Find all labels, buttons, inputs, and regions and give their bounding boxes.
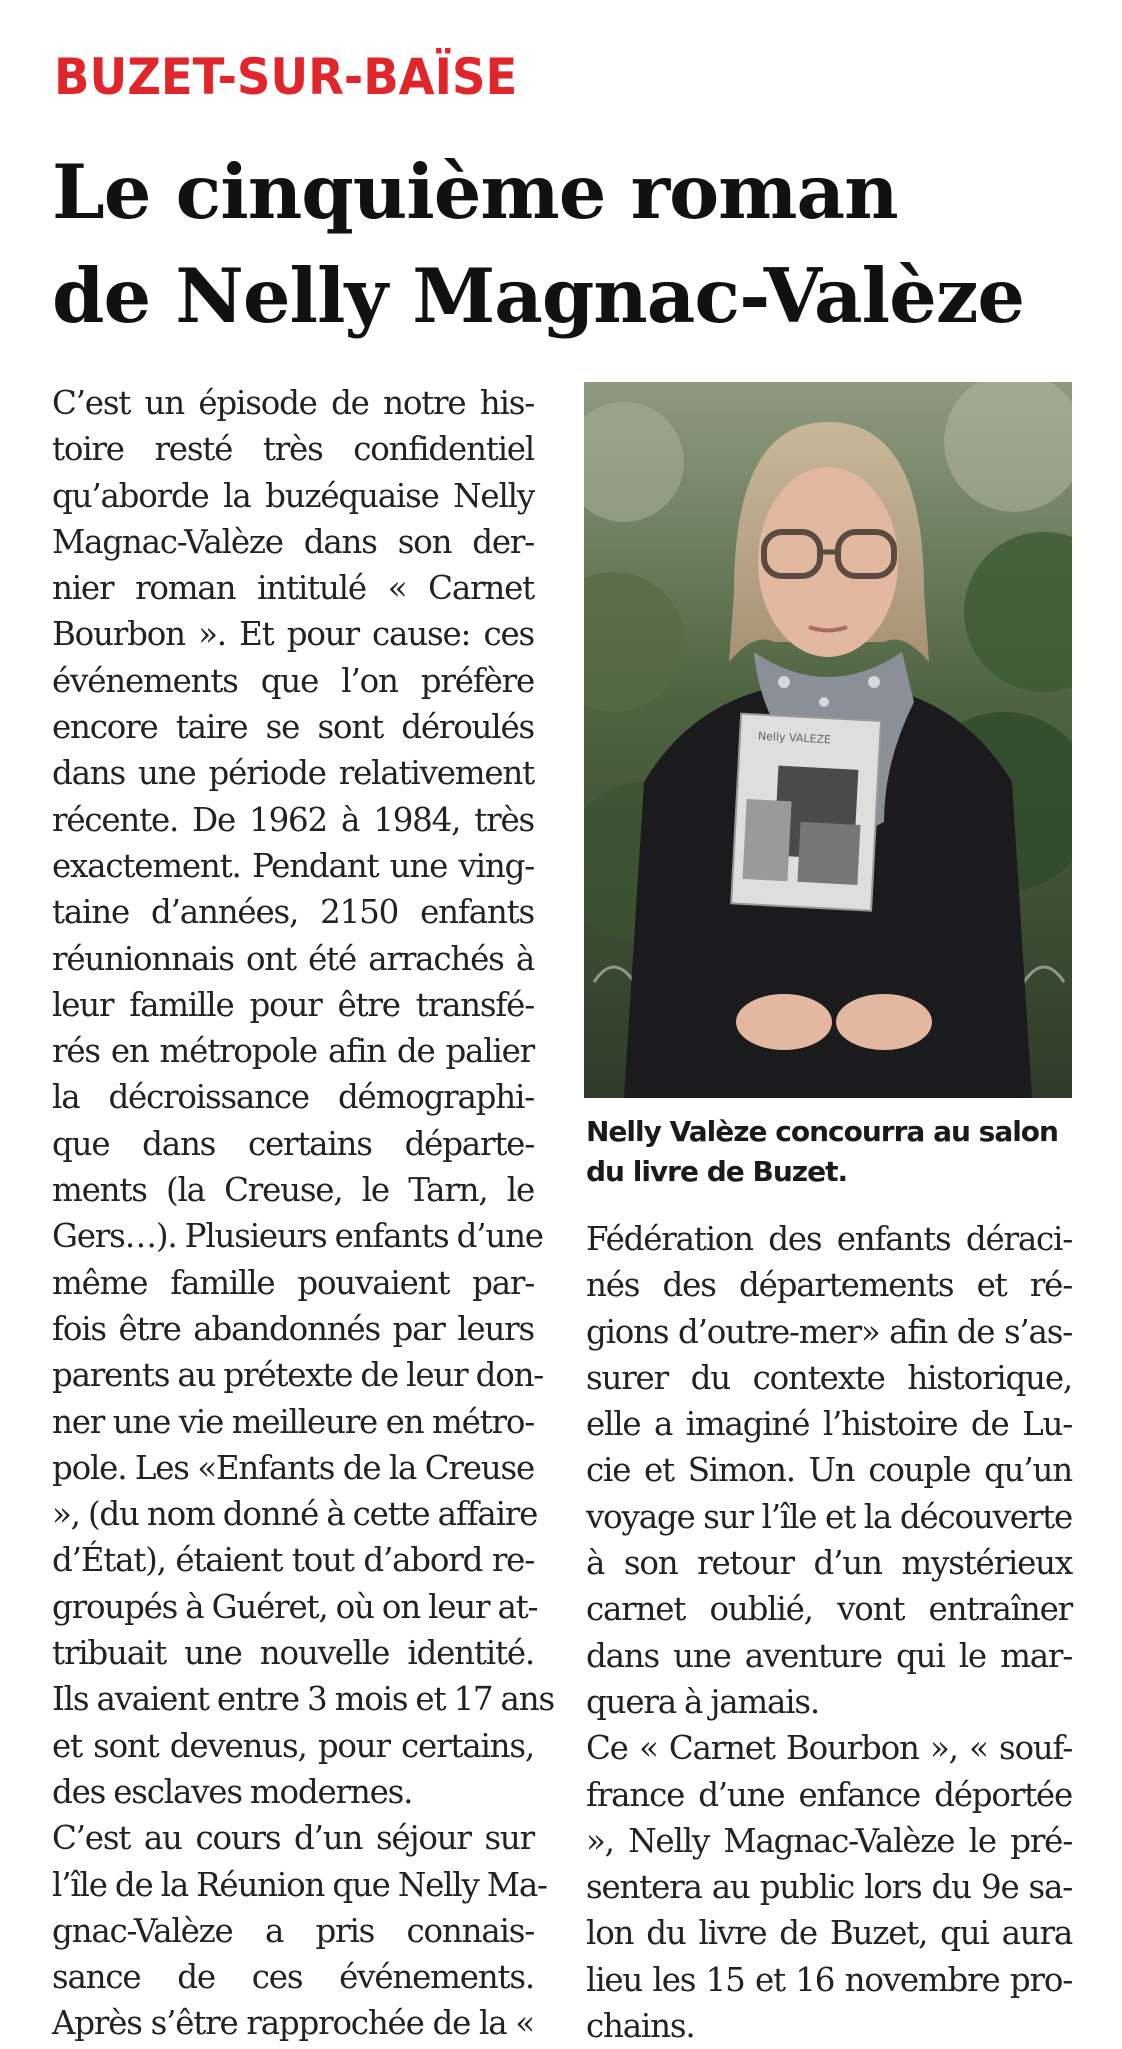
body-text-line: quera à jamais. (586, 1682, 819, 1721)
body-text-line: des esclaves modernes. (52, 1772, 413, 1811)
body-text-line: dans une aventure qui le mar- (586, 1636, 1072, 1675)
body-text-line: groupés à Guéret, où on leur at- (52, 1587, 538, 1626)
body-text-line: C’est un épisode de notre his- (52, 384, 534, 422)
body-text-line: C’est au cours d’un séjour sur (52, 1819, 534, 1858)
body-text-line: chains. (586, 2007, 695, 2046)
headline-line: Le cinquième roman (52, 148, 898, 236)
body-text-line: nier roman intitulé « Carnet (52, 569, 534, 608)
body-text-line: encore taire se sont déroulés (52, 708, 534, 747)
caption-line: du livre de Buzet. (586, 1155, 848, 1188)
body-text-line: réunionnais ont été arrachés à (52, 939, 534, 978)
article-photo (584, 382, 1072, 1098)
body-text-line: tribuait une nouvelle identité. (52, 1634, 534, 1673)
body-text-line: d’État), étaient tout d’abord re- (52, 1541, 534, 1580)
body-text-line: Fédération des enfants déraci- (586, 1220, 1072, 1258)
body-text-line: fois être abandonnés par leurs (52, 1309, 534, 1348)
portrait-photo (584, 382, 1072, 1098)
caption-line: Nelly Valèze concourra au salon (586, 1115, 1058, 1148)
body-text-line: rés en métropole afin de palier (52, 1032, 534, 1071)
body-text-line: à son retour d’un mystérieux (586, 1544, 1072, 1583)
body-text-line: gions d’outre-mer» afin de s’as- (586, 1312, 1072, 1351)
body-text-line: toire resté très confidentiel (52, 430, 534, 469)
body-text-line: cie et Simon. Un couple qu’un (586, 1451, 1072, 1490)
body-text-line: surer du contexte historique, (586, 1358, 1072, 1397)
body-text-line: Ils avaient entre 3 mois et 17 ans (52, 1680, 554, 1719)
body-text-line: lon du livre de Buzet, qui aura (586, 1914, 1072, 1953)
body-text-line: et sont devenus, pour certains, (52, 1726, 534, 1765)
body-text-line: leur famille pour être transfé- (52, 985, 534, 1024)
body-column-left (52, 380, 554, 2047)
body-text-line: ner une vie meilleure en métro- (52, 1402, 534, 1441)
body-text-line: lieu les 15 et 16 novembre pro- (586, 1960, 1072, 1999)
article-kicker: BUZET-SUR-BAÏSE (54, 48, 518, 106)
body-text-line: la décroissance démographi- (52, 1078, 534, 1117)
book-author-text: Nelly VALEZE (757, 729, 832, 747)
body-text-line: récente. De 1962 à 1984, très (52, 800, 534, 839)
body-text-line: carnet oublié, vont entraîner (586, 1590, 1072, 1629)
body-column-right (586, 1216, 1072, 2049)
body-text-line: pole. Les «Enfants de la Creuse (52, 1448, 534, 1487)
body-text-line: événements que l’on préfère (52, 661, 534, 700)
body-text-line: l’île de la Réunion que Nelly Ma- (52, 1865, 547, 1904)
headline-line: de Nelly Magnac-Valèze (52, 252, 1025, 340)
body-text-line: france d’une enfance déportée (586, 1775, 1072, 1814)
body-text-line: Bourbon ». Et pour cause: ces (52, 615, 534, 654)
body-text-line: », (du nom donné à cette affaire (52, 1495, 538, 1534)
body-text-line: voyage sur l’île et la découverte (586, 1497, 1072, 1536)
body-text-line: sance de ces événements. (52, 1958, 534, 1997)
body-text-line: parents au prétexte de leur don- (52, 1356, 544, 1395)
body-text-line: sentera au public lors du 9e sa- (586, 1868, 1072, 1907)
body-text-line: », Nelly Magnac-Valèze le pré- (586, 1821, 1072, 1860)
body-text-line: elle a imaginé l’histoire de Lu- (586, 1405, 1072, 1444)
body-text-line: Après s’être rapprochée de la « (52, 2004, 534, 2043)
body-text-line: exactement. Pendant une ving- (52, 846, 534, 885)
body-text-line: que dans certains départe- (52, 1124, 534, 1163)
body-text-line: dans une période relativement (52, 754, 534, 793)
body-text-line: qu’aborde la buzéquaise Nelly (52, 476, 534, 515)
body-text-line: Gers…). Plusieurs enfants d’une (52, 1217, 543, 1256)
body-text-line: taine d’années, 2150 enfants (52, 893, 534, 932)
article-headline (52, 140, 1092, 348)
body-text-line: gnac-Valèze a pris connais- (52, 1911, 534, 1950)
body-text-line: nés des départements et ré- (586, 1266, 1072, 1305)
body-text-line: Magnac-Valèze dans son der- (52, 522, 534, 561)
body-text-line: même famille pouvaient par- (52, 1263, 534, 1302)
photo-caption (586, 1112, 1076, 1192)
body-text-line: Ce « Carnet Bourbon », « souf- (586, 1729, 1072, 1768)
body-text-line: ments (la Creuse, le Tarn, le (52, 1171, 534, 1210)
